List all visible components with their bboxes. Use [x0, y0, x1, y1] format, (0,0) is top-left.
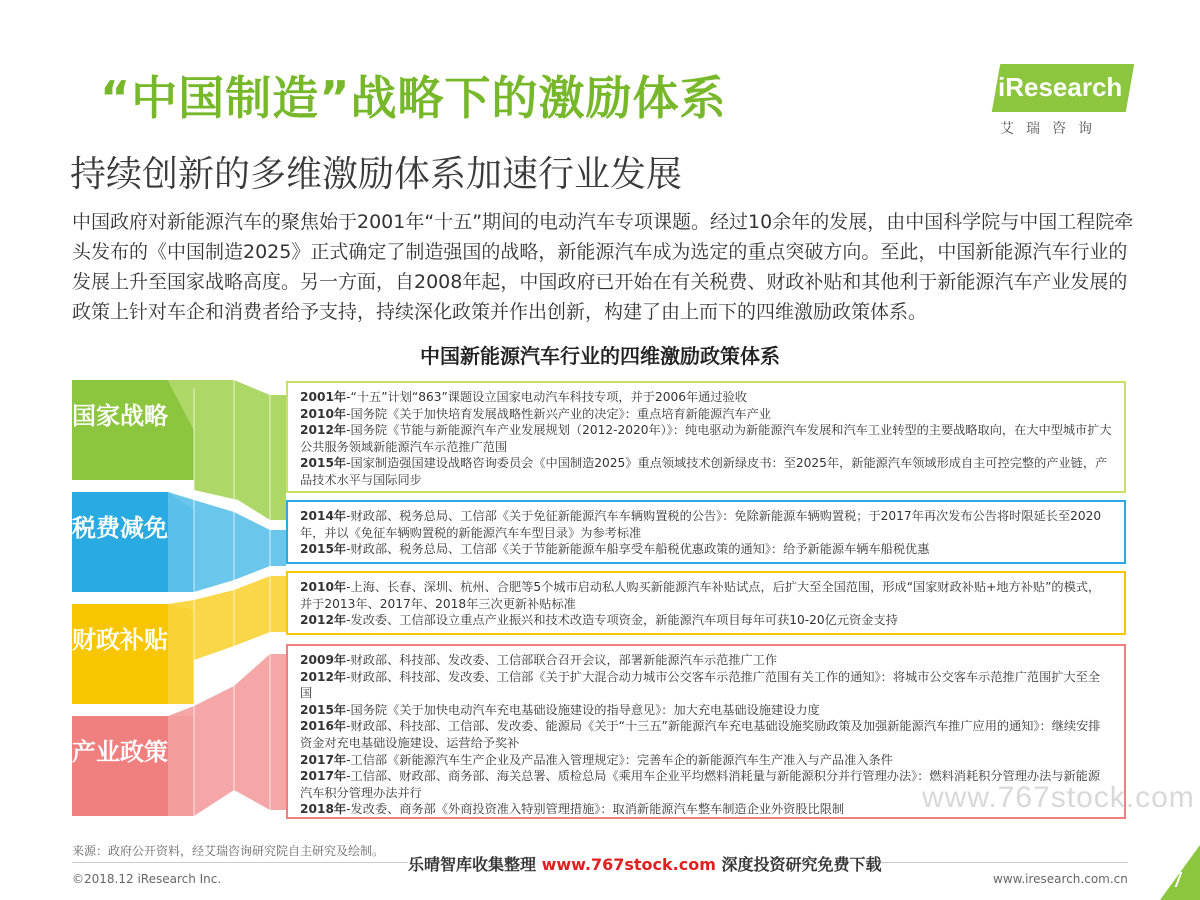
policy-item: 2015年-财政部、税务总局、工信部《关于节能新能源车船享受车船税优惠政策的通知》：给予新能源车辆车船税优惠 [300, 542, 930, 557]
policy-item: 2001年-“十五”计划“863”课题设立国家电动汽车科技专项，并于2006年通过验收 [300, 390, 747, 404]
footer-website: www.iresearch.com.cn [993, 872, 1128, 886]
logo-text: iResearch [998, 72, 1123, 102]
diagram-title: 中国新能源汽车行业的四维激励政策体系 [420, 344, 780, 368]
category-label-industrial-policy: 产业政策 [72, 738, 168, 766]
policy-item: 2010年-上海、长春、深圳、杭州、合肥等5个城市启动私人购买新能源汽车补贴试点，后扩大至全国范围，形成“国家财政补贴+地方补贴”的模式，并于2013年、2017年、2018年三次更新补贴标准 [300, 580, 1101, 611]
intro-paragraph: 中国政府对新能源汽车的聚焦始于2001年“十五”期间的电动汽车专项课题。经过10余年的发展，由中国科学院与中国工程院牵头发布的《中国制造2025》正式确定了制造强国的战略，新能源汽车成为选定的重点突破方向。至此，中国新能源汽车行业的发展上升至国家战略高度。另一方面，自2008年起，中国政府已开始在有关税费、财政补贴和其他利于新能源汽车产业发展的政策上针对车企和消费者给予支持，持续深化政策并作出创新，构建了由上而下的四维激励政策体系。 [72, 211, 1134, 323]
category-label-fiscal-subsidy: 财政补贴 [72, 626, 168, 654]
copyright: ©2018.12 iResearch Inc. [72, 872, 222, 886]
policy-item: 2012年-国务院《节能与新能源汽车产业发展规划（2012-2020年）》：纯电驱动为新能源汽车发展和汽车工业转型的主要战略取向，在大中型城市扩大公共服务领域新能源汽车示范推广范围 [300, 423, 1112, 454]
policy-item: 2018年-发改委、商务部《外商投资准入特别管理措施》：取消新能源汽车整车制造企业外资股比限制 [300, 802, 845, 817]
category-label-tax-reduction: 税费减免 [72, 514, 168, 542]
policy-item: 2015年-国务院《关于加快电动汽车充电基础设施建设的指导意见》：加大充电基础设施建设力度 [300, 702, 820, 717]
logo-chinese-name: 艾瑞咨询 [1000, 121, 1104, 137]
policy-item: 2009年-财政部、科技部、发改委、工信部联合召开会议，部署新能源汽车示范推广工作 [300, 653, 778, 667]
page-title: “中国制造”战略下的激励体系 [100, 71, 727, 125]
page-number: 7 [1171, 868, 1184, 892]
policy-box-national-strategy [286, 381, 1126, 493]
policy-item: 2010年-国务院《关于加快培育发展战略性新兴产业的决定》：重点培育新能源汽车产业 [300, 406, 771, 421]
page-subtitle: 持续创新的多维激励体系加速行业发展 [70, 154, 683, 195]
policy-item: 2012年-财政部、科技部、发改委、工信部《关于扩大混合动力城市公交客车示范推广范围有关工作的通知》：将城市公交客车示范推广范围扩大至全国 [300, 669, 1101, 701]
policy-item: 2016年-财政部、科技部、工信部、发改委、能源局《关于“十三五”新能源汽车充电基础设施奖励政策及加强新能源汽车推广应用的通知》：继续安排资金对充电基础设施建设、运营给予奖补 [300, 719, 1101, 750]
policy-box-fiscal-subsidy [286, 571, 1126, 635]
policy-item: 2015年-国家制造强国建设战略咨询委员会《中国制造2025》重点领域技术创新绿皮书：至2025年，新能源汽车领域形成自主可控完整的产业链，产品技术水平与国际同步 [300, 456, 1108, 487]
policy-item: 2017年-工信部、财政部、商务部、海关总署、质检总局《乘用车企业平均燃料消耗量与新能源积分并行管理办法》：燃料消耗积分管理办法与新能源汽车积分管理办法并行 [300, 769, 1101, 800]
policy-item: 2017年-工信部《新能源汽车生产企业及产品准入管理规定》：完善车企的新能源汽车生产准入与产品准入条件 [300, 752, 893, 767]
policy-box-tax-reduction [286, 500, 1126, 564]
policy-item: 2012年-发改委、工信部设立重点产业振兴和技术改造专项资金，新能源汽车项目每年可获10-20亿元资金支持 [300, 613, 898, 628]
watermark-banner: 乐晴智库收集整理 www.767stock.com 深度投资研究免费下载 [408, 852, 881, 875]
policy-item: 2014年-财政部、税务总局、工信部《关于免征新能源汽车车辆购置税的公告》：免除新能源车辆购置税；于2017年再次发布公告将时限延长至2020年，并以《免征车辆购置税的新能源汽车车型目录》为参考标准 [300, 509, 1102, 540]
category-label-national-strategy: 国家战略 [72, 402, 168, 430]
watermark-site: www.767stock.com [922, 781, 1195, 814]
source-note: 来源：政府公开资料，经艾瑞咨询研究院自主研究及绘制。 [72, 844, 385, 858]
